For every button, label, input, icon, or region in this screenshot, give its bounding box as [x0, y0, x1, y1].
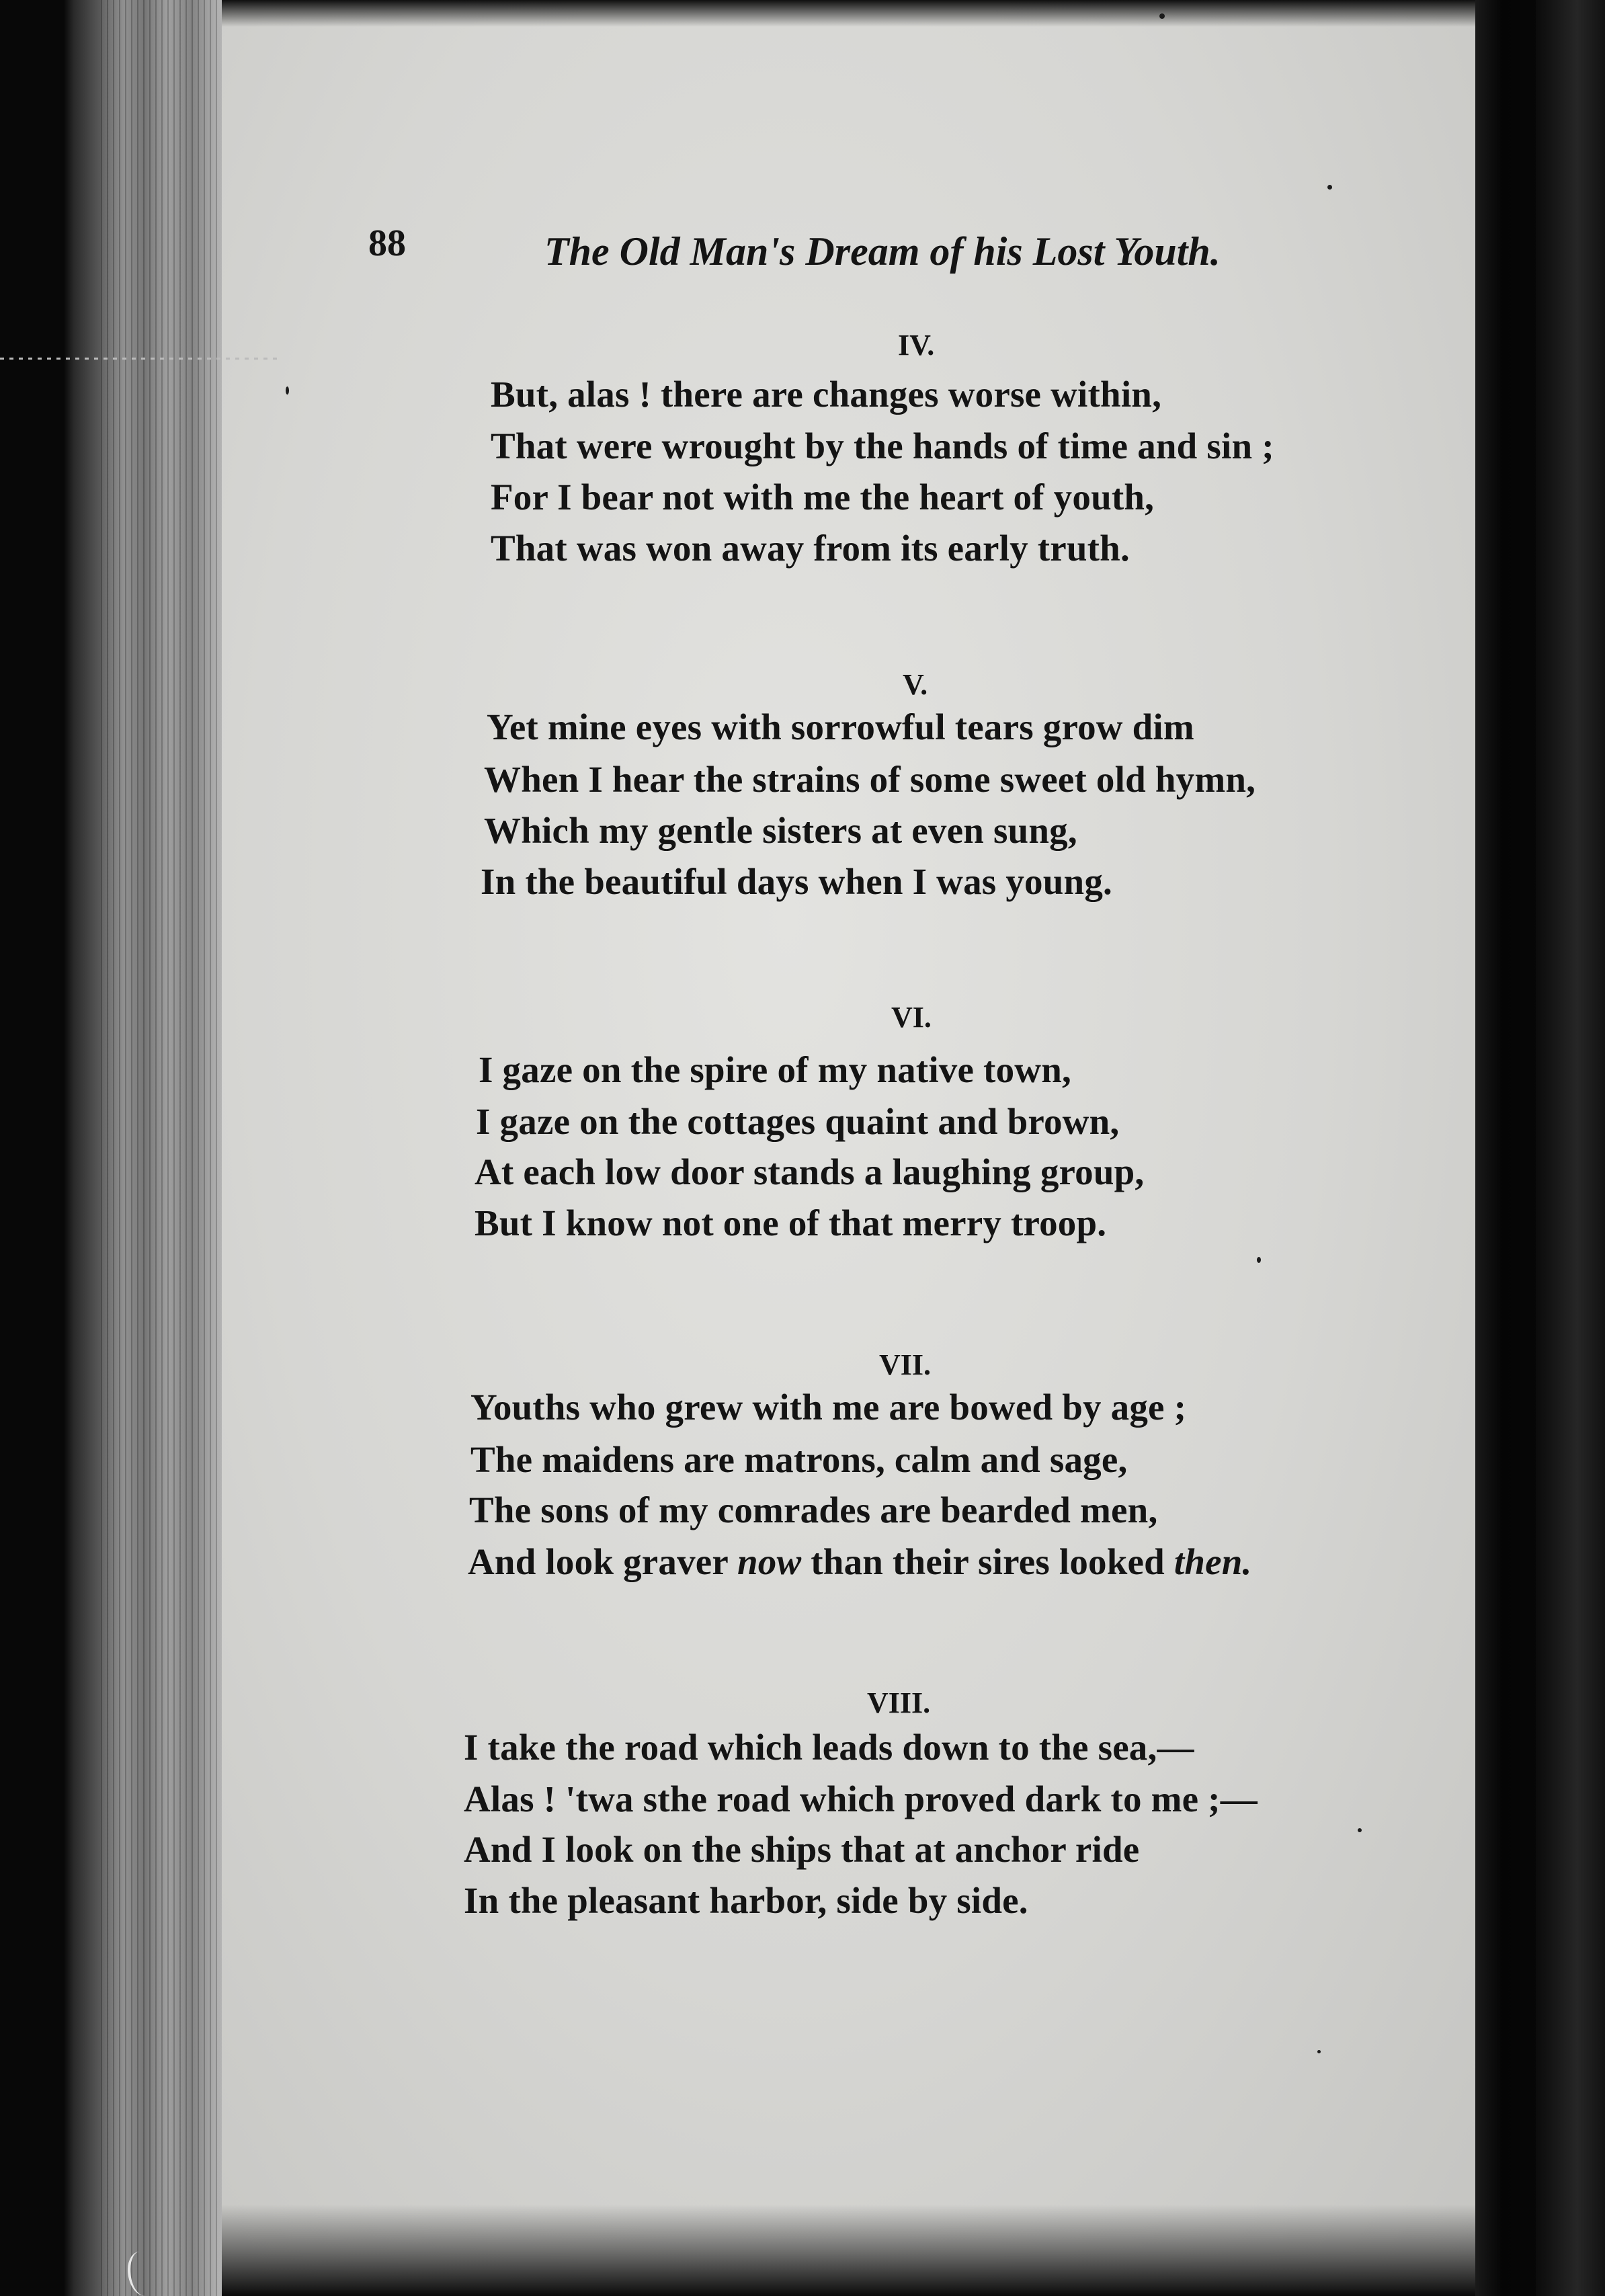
poem-line: But, alas ! there are changes worse within, [491, 374, 1162, 415]
poem-line-with-emphasis [468, 1541, 1252, 1583]
poem-line: That was won away from its early truth. [491, 528, 1130, 569]
poem-line: I take the road which leads down to the sea,— [464, 1727, 1194, 1768]
ink-speck [1257, 1257, 1261, 1263]
poem-line: Yet mine eyes with sorrowful tears grow dim [487, 706, 1194, 747]
poem-line: In the pleasant harbor, side by side. [464, 1880, 1028, 1921]
line-text: And look graver [468, 1541, 737, 1582]
poem-line: Alas ! 'twa sthe road which proved dark to me ;— [464, 1778, 1258, 1819]
poem-line: In the beautiful days when I was young. [481, 861, 1112, 902]
emphasis-word: then. [1174, 1541, 1252, 1582]
stanza-numeral: V. [903, 668, 928, 701]
poem-line: The maidens are matrons, calm and sage, [470, 1439, 1128, 1480]
poem-line: Which my gentle sisters at even sung, [484, 810, 1077, 851]
binding-texture [101, 0, 229, 2296]
poem-line: That were wrought by the hands of time and sin ; [491, 425, 1274, 466]
ink-speck [1327, 185, 1332, 190]
poem-line: I gaze on the cottages quaint and brown, [476, 1101, 1120, 1142]
ink-speck [286, 386, 289, 395]
stanza-numeral: VI. [891, 1001, 932, 1034]
page-bottom-shadow [222, 2205, 1479, 2296]
line-text: than their sires looked [801, 1541, 1174, 1582]
next-page-edge [1475, 0, 1605, 2296]
emphasis-word: now [737, 1541, 802, 1582]
ink-speck [1317, 2050, 1321, 2053]
poem-line: But I know not one of that merry troop. [475, 1202, 1107, 1243]
stanza-numeral: IV. [898, 329, 935, 362]
scan-artifact-rule [0, 358, 282, 360]
poem-line: The sons of my comrades are bearded men, [469, 1489, 1158, 1530]
poem-line: For I bear not with me the heart of youth, [491, 477, 1155, 518]
poem-line: When I hear the strains of some sweet old hymn, [484, 759, 1256, 800]
poem-line: Youths who grew with me are bowed by age ; [470, 1387, 1187, 1428]
ink-speck [1358, 1828, 1362, 1832]
stanza-numeral: VIII. [867, 1686, 931, 1719]
poem-line: At each low door stands a laughing group, [475, 1151, 1145, 1192]
page-number: 88 [368, 222, 406, 264]
poem-line: I gaze on the spire of my native town, [479, 1049, 1071, 1090]
page-top-shadow [222, 0, 1479, 27]
running-title: The Old Man's Dream of his Lost Youth. [544, 229, 1221, 274]
book-page [222, 0, 1479, 2296]
poem-line: And I look on the ships that at anchor ride [464, 1829, 1140, 1870]
ink-speck [1159, 13, 1165, 19]
stanza-numeral: VII. [879, 1348, 932, 1381]
